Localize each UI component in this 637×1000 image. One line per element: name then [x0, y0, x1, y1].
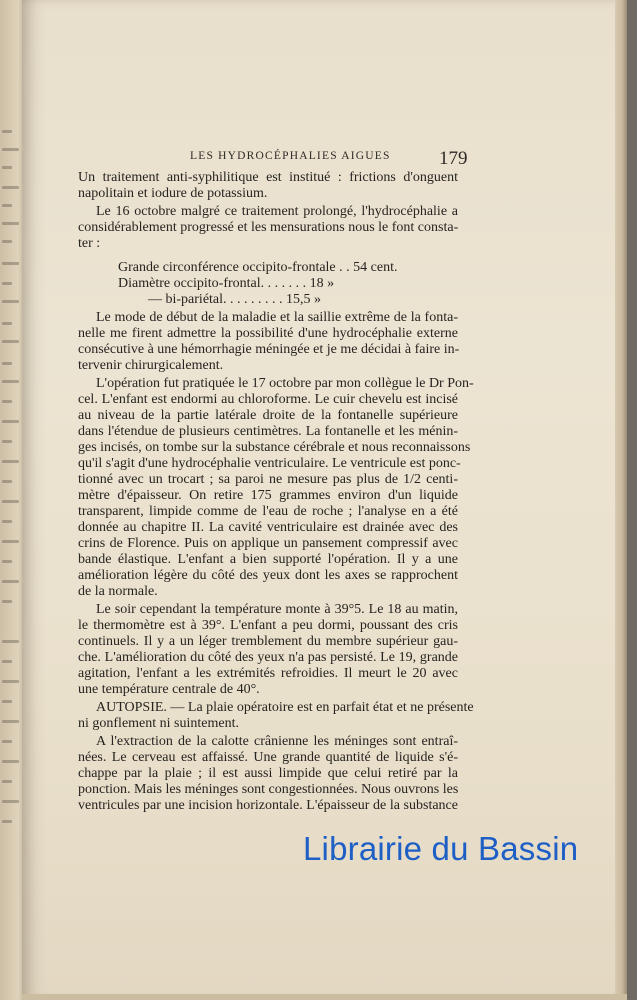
text-line: transparent, limpide comme de l'eau de roche ; l'analyse en a été [78, 504, 458, 519]
prev-page-text-fragment [2, 480, 12, 483]
text-line: dans l'étendue de plusieurs centimètres. La fontanelle et les ménin- [78, 424, 458, 439]
text-line: bande élastique. L'enfant a bien supporté l'opération. Il y a une [78, 552, 458, 567]
measure-line: Diamètre occipito-frontal. . . . . . . 18 » [118, 276, 335, 291]
prev-page-text-fragment [2, 540, 19, 543]
prev-page-text-fragment [2, 820, 12, 823]
prev-page-text-fragment [2, 380, 19, 383]
prev-page-text-fragment [2, 560, 12, 563]
text-line: qu'il s'agit d'une hydrocéphalie ventriculaire. Le ventricule est ponc- [78, 456, 461, 471]
text-line: amélioration légère du côté des yeux dont les axes se rapprochent [78, 568, 458, 583]
prev-page-text-fragment [2, 720, 19, 723]
text-line: tervenir chirurgicalement. [78, 358, 224, 373]
text-line: ventricules par une incision horizontale. L'épaisseur de la substance [78, 798, 458, 813]
prev-page-text-fragment [2, 760, 19, 763]
prev-page-text-fragment [2, 420, 19, 423]
prev-page-text-fragment [2, 204, 12, 207]
prev-page-text-fragment [2, 740, 12, 743]
prev-page-text-fragment [2, 282, 12, 285]
prev-page-text-fragment [2, 580, 19, 583]
text-line: napolitain et iodure de potassium. [78, 186, 268, 201]
text-line: tionné avec un trocart ; sa paroi ne mesure pas plus de 1/2 centi- [78, 472, 458, 487]
prev-page-text-fragment [2, 300, 19, 303]
prev-page-text-fragment [2, 166, 12, 169]
prev-page-text-fragment [2, 362, 12, 365]
text-line: une température centrale de 40°. [78, 682, 260, 697]
watermark-text: Librairie du Bassin [303, 830, 579, 867]
prev-page-text-fragment [2, 340, 19, 343]
prev-page-text-fragment [2, 680, 19, 683]
text-line: Le mode de début de la maladie et la saillie extrême de la fonta- [96, 310, 458, 325]
running-head: LES HYDROCÉPHALIES AIGUES [190, 150, 391, 162]
prev-page-text-fragment [2, 460, 19, 463]
text-line: de la normale. [78, 584, 158, 599]
text-line: Le soir cependant la température monte à 39°5. Le 18 au matin, [96, 602, 458, 617]
text-line: crins de Florence. Puis on applique un pansement compressif avec [78, 536, 458, 551]
prev-page-text-fragment [2, 322, 12, 325]
text-line: le thermomètre est à 39°. L'enfant a peu dormi, poussant des cris [78, 618, 458, 633]
text-line: considérablement progressé et les mensurations nous le font consta- [78, 220, 459, 235]
prev-page-text-fragment [2, 640, 19, 643]
text-line: chappe par la plaie ; il est aussi limpide que celui retiré par la [78, 766, 458, 781]
prev-page-text-fragment [2, 440, 12, 443]
prev-page-text-fragment [2, 700, 12, 703]
text-line: AUTOPSIE. — La plaie opératoire est en parfait état et ne présente [96, 700, 474, 715]
prev-page-text-fragment [2, 500, 19, 503]
text-line: ni gonflement ni suintement. [78, 716, 239, 731]
text-line: consécutive à une hémorrhagie méningée et je me décidai à faire in- [78, 342, 460, 357]
text-line: mètre d'épaisseur. On retire 175 grammes environ d'un liquide [78, 488, 458, 503]
prev-page-text-fragment [2, 800, 19, 803]
text-line: continuels. Il y a un léger tremblement du membre supérieur gau- [78, 634, 458, 649]
text-line: ter : [78, 236, 101, 251]
text-line: agitation, l'enfant a les extrémités refroidies. Il meurt le 20 avec [78, 666, 458, 681]
text-line: ges incisés, on tombe sur la substance cérébrale et nous reconnaissons [78, 440, 471, 455]
text-line: A l'extraction de la calotte crânienne les méninges sont entraî- [96, 734, 458, 749]
page-bottom [22, 994, 627, 1000]
text-line: Le 16 octobre malgré ce traitement prolongé, l'hydrocéphalie a [96, 204, 458, 219]
measure-line: Grande circonférence occipito-frontale . . 54 cent. [118, 260, 398, 275]
prev-page-text-fragment [2, 520, 12, 523]
prev-page-text-fragment [2, 148, 19, 151]
text-line: ponction. Mais les méninges sont congestionnées. Nous ouvrons les [78, 782, 459, 797]
prev-page-text-fragment [2, 130, 12, 133]
text-line: L'opération fut pratiquée le 17 octobre par mon collègue le Dr Pon- [96, 376, 474, 391]
prev-page-text-fragment [2, 400, 12, 403]
prev-page-text-fragment [2, 780, 12, 783]
text-line: Un traitement anti-syphilitique est institué : frictions d'onguent [78, 170, 458, 185]
text-line: che. L'amélioration du côté des yeux n'a pas persisté. Le 19, grande [78, 650, 458, 665]
text-line: donnée au chapitre II. La cavité ventriculaire est drainée avec des [78, 520, 458, 535]
text-line: au niveau de la partie latérale droite de la fontanelle supérieure [78, 408, 458, 423]
text-line: nées. Le cerveau est affaissé. Une grande quantité de liquide s'é- [78, 750, 458, 765]
text-line: nelle me firent admettre la possibilité d'une hydrocéphalie externe [78, 326, 458, 341]
prev-page-text-fragment [2, 240, 12, 243]
page-number: 179 [439, 148, 468, 169]
prev-page-text-fragment [2, 660, 12, 663]
prev-page-text-fragment [2, 262, 19, 265]
text-line: cel. L'enfant est endormi au chloroforme. Le cuir chevelu est incisé [78, 392, 458, 407]
prev-page-text-fragment [2, 186, 19, 189]
prev-page-text-fragment [2, 600, 12, 603]
measure-line: — bi-pariétal. . . . . . . . . 15,5 » [148, 292, 322, 307]
page-edge [615, 0, 627, 1000]
prev-page-text-fragment [2, 222, 19, 225]
